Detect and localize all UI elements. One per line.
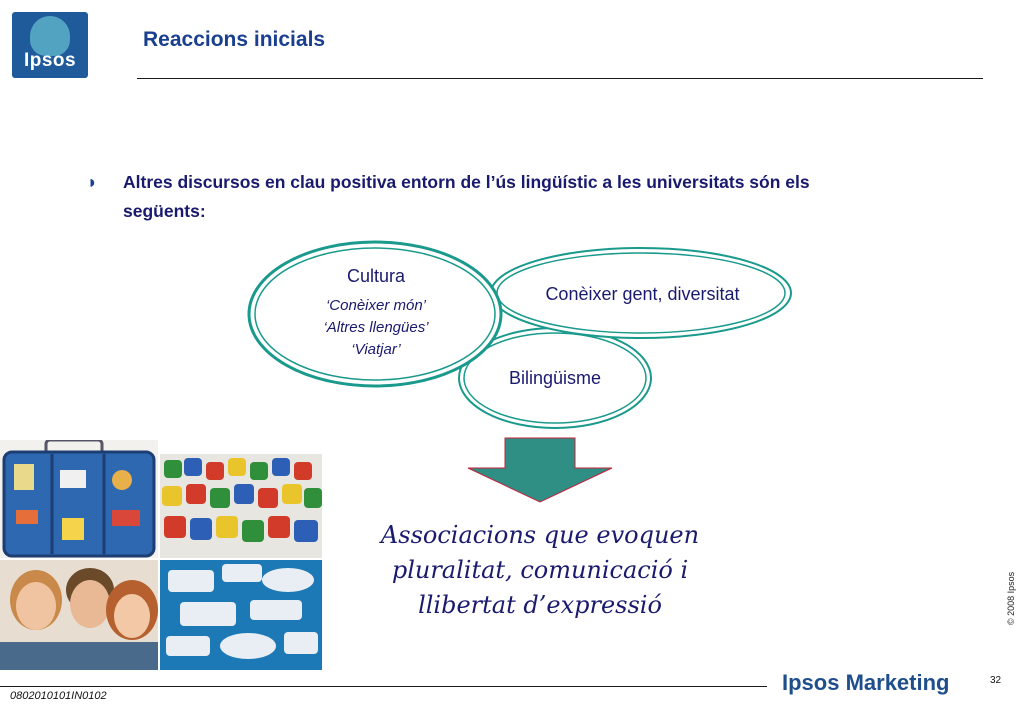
- photo-collage: [0, 440, 322, 670]
- ipsos-logo: [12, 12, 88, 78]
- footer-divider: [0, 686, 767, 687]
- document-code: 0802010101IN0102: [10, 690, 107, 702]
- suitcase-photo: [0, 440, 158, 558]
- friends-photo: [0, 560, 158, 670]
- cultura-item: ‘Altres llengües’: [323, 319, 429, 336]
- intro-text: Altres discursos en clau positiva entorn de l’ús lingüístic a les universitats són els següents:: [123, 172, 810, 221]
- down-arrow-icon: [467, 437, 613, 503]
- cultura-item: ‘Conèixer món’: [325, 297, 427, 314]
- cultura-item: ‘Viatjar’: [351, 341, 401, 358]
- game-pieces-photo: [160, 454, 322, 558]
- bullet-icon: ◗: [87, 172, 98, 192]
- speech-bubbles-photo: [160, 560, 322, 670]
- cultura-label: Cultura: [346, 266, 406, 286]
- copyright-notice: [1006, 571, 1016, 625]
- copyright-text: © 2008 Ipsos: [1006, 571, 1016, 625]
- page-number: 32: [990, 675, 1002, 686]
- bilinguisme-label: Bilingüisme: [508, 368, 602, 388]
- footer-brand: Ipsos Marketing: [782, 670, 950, 695]
- page-title: Reaccions inicials: [143, 28, 326, 51]
- tagline-line: llibertat d’expressió: [418, 591, 662, 619]
- title-divider: [137, 78, 983, 79]
- logo-wordmark: Ipsos: [23, 50, 77, 71]
- tagline-line: Associacions que evoquen: [380, 521, 700, 549]
- conexer-label: Conèixer gent, diversitat: [545, 284, 740, 304]
- tagline-line: pluralitat, comunicació i: [391, 556, 689, 584]
